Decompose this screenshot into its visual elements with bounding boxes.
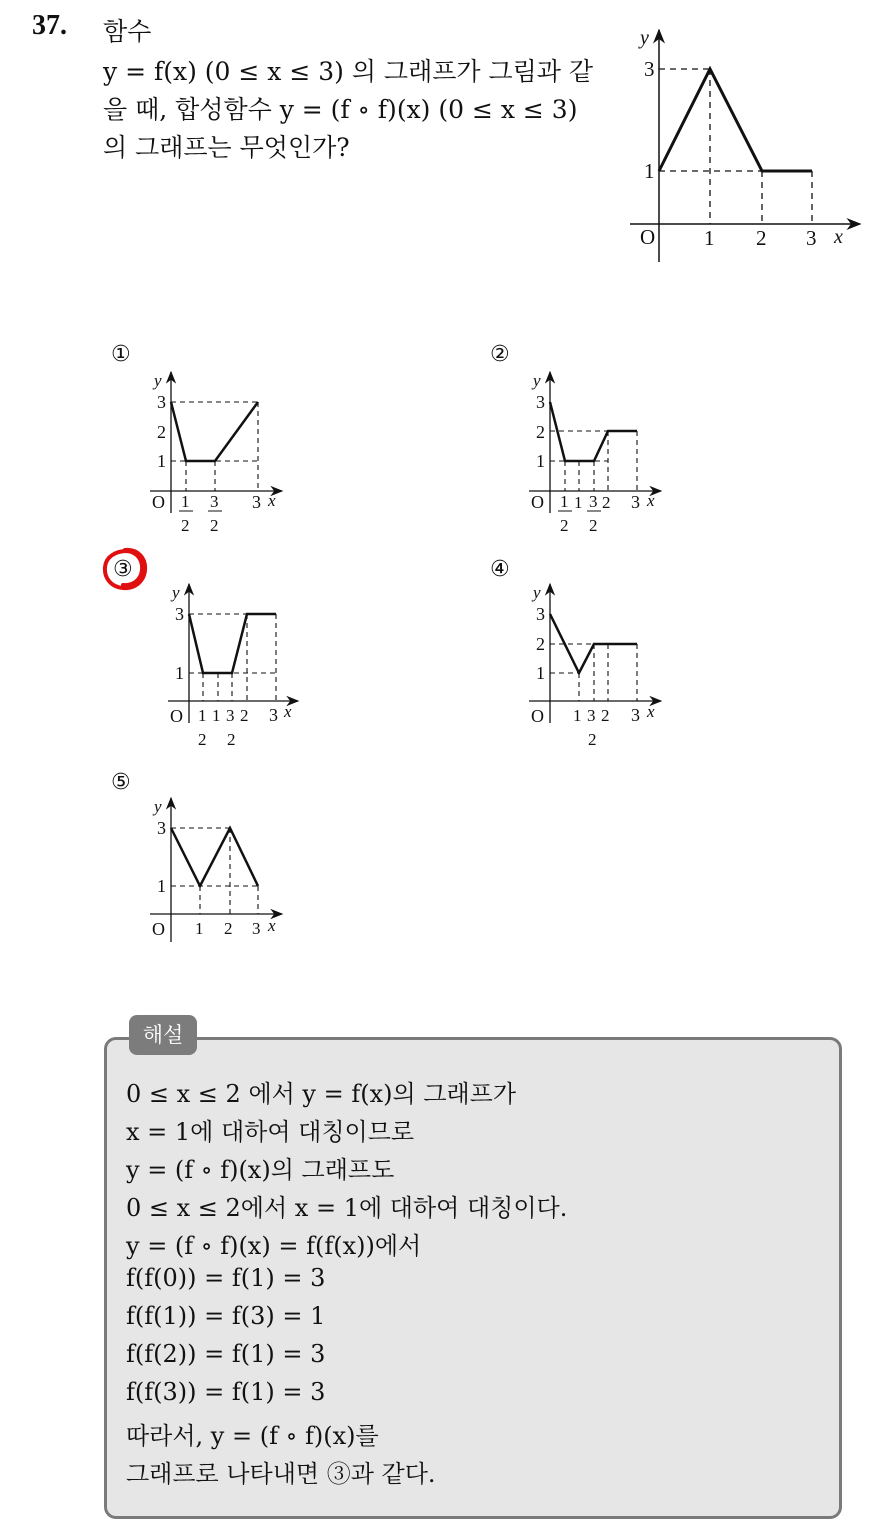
svg-text:x: x	[647, 702, 655, 721]
svg-text:y: y	[533, 371, 541, 390]
svg-text:2: 2	[198, 730, 207, 749]
svg-text:y: y	[533, 583, 541, 602]
svg-text:1: 1	[195, 919, 204, 938]
choice-1-number[interactable]: ①	[111, 342, 131, 367]
svg-text:2: 2	[589, 516, 598, 535]
svg-text:3: 3	[589, 492, 598, 511]
question-line-3: 을 때, 합성함수 y = (f ∘ f)(x) (0 ≤ x ≤ 3)	[103, 95, 578, 124]
svg-text:1: 1	[181, 492, 190, 511]
svg-text:3: 3	[252, 919, 261, 938]
svg-text:3: 3	[252, 492, 261, 512]
svg-text:2: 2	[560, 516, 569, 535]
choice-4-number[interactable]: ④	[490, 557, 510, 582]
x-tick: 2	[756, 226, 767, 250]
svg-text:3: 3	[631, 705, 640, 725]
svg-text:O: O	[531, 492, 544, 512]
svg-text:1: 1	[536, 451, 545, 471]
svg-text:2: 2	[601, 706, 610, 725]
solution-line: 따라서, y = (f ∘ f)(x)를	[126, 1422, 379, 1450]
solution-tag: 해설	[129, 1015, 197, 1055]
svg-text:3: 3	[175, 604, 184, 624]
choice-2-graph[interactable]	[527, 368, 667, 538]
svg-text:3: 3	[536, 604, 545, 624]
choice-5-number[interactable]: ⑤	[111, 770, 131, 795]
main-function-graph	[622, 22, 866, 268]
svg-text:2: 2	[210, 516, 219, 535]
solution-line: f(f(1)) = f(3) = 1	[126, 1302, 326, 1330]
x-axis-label: x	[834, 226, 843, 248]
question-line-1: 함수	[103, 17, 152, 46]
svg-text:1: 1	[536, 663, 545, 683]
svg-text:3: 3	[210, 492, 219, 511]
y-tick: 1	[644, 159, 655, 183]
svg-text:O: O	[152, 919, 165, 939]
svg-text:1: 1	[212, 706, 221, 725]
svg-text:O: O	[531, 706, 544, 726]
y-axis-label: y	[640, 27, 649, 49]
svg-text:x: x	[268, 491, 276, 510]
svg-text:3: 3	[536, 392, 545, 412]
svg-text:2: 2	[602, 493, 611, 512]
svg-text:1: 1	[175, 663, 184, 683]
solution-line: f(f(0)) = f(1) = 3	[126, 1264, 326, 1292]
x-tick: 1	[704, 226, 715, 250]
solution-line: 그래프로 나타내면 ③과 같다.	[126, 1460, 436, 1488]
y-tick: 3	[644, 57, 655, 81]
svg-text:x: x	[284, 702, 292, 721]
origin-label: O	[640, 225, 656, 249]
solution-line: y = (f ∘ f)(x) = f(f(x))에서	[126, 1232, 422, 1260]
solution-line: 0 ≤ x ≤ 2에서 x = 1에 대하여 대칭이다.	[126, 1194, 568, 1222]
svg-text:1: 1	[198, 706, 207, 725]
svg-text:3: 3	[269, 705, 278, 725]
choice-4-graph[interactable]	[527, 580, 667, 755]
solution-line: f(f(2)) = f(1) = 3	[126, 1340, 326, 1368]
solution-line: 0 ≤ x ≤ 2 에서 y = f(x)의 그래프가	[126, 1080, 517, 1108]
x-tick: 3	[806, 226, 817, 250]
choice-2-number[interactable]: ②	[490, 342, 510, 367]
svg-text:x: x	[268, 916, 276, 935]
solution-line: x = 1에 대하여 대칭이므로	[126, 1118, 415, 1146]
svg-text:1: 1	[157, 876, 166, 896]
svg-text:3: 3	[157, 818, 166, 838]
svg-text:3: 3	[157, 392, 166, 412]
choice-1-graph[interactable]	[148, 368, 288, 538]
question-number: 37.	[32, 10, 67, 41]
svg-text:2: 2	[536, 634, 545, 654]
svg-text:1: 1	[560, 492, 569, 511]
question-line-2: y = f(x) (0 ≤ x ≤ 3) 의 그래프가 그림과 같	[103, 57, 594, 86]
svg-text:y: y	[154, 797, 162, 816]
svg-text:O: O	[152, 492, 165, 512]
svg-text:1: 1	[574, 493, 583, 512]
svg-text:2: 2	[227, 730, 236, 749]
svg-text:2: 2	[240, 706, 249, 725]
svg-text:x: x	[647, 491, 655, 510]
svg-text:y: y	[154, 371, 162, 390]
solution-line: f(f(3)) = f(1) = 3	[126, 1378, 326, 1406]
choice-3-graph[interactable]	[140, 580, 300, 755]
choice-3-number[interactable]: ③	[113, 557, 133, 582]
svg-text:3: 3	[631, 492, 640, 512]
svg-text:2: 2	[536, 422, 545, 442]
svg-text:O: O	[170, 706, 183, 726]
choice-5-graph[interactable]	[148, 794, 288, 949]
svg-text:1: 1	[573, 706, 582, 725]
svg-text:y: y	[172, 583, 180, 602]
svg-text:2: 2	[224, 919, 233, 938]
svg-text:3: 3	[587, 706, 596, 725]
svg-text:2: 2	[588, 730, 597, 749]
svg-text:3: 3	[226, 706, 235, 725]
question-line-4: 의 그래프는 무엇인가?	[103, 133, 350, 162]
svg-text:2: 2	[181, 516, 190, 535]
solution-line: y = (f ∘ f)(x)의 그래프도	[126, 1156, 395, 1184]
svg-text:2: 2	[157, 422, 166, 442]
svg-text:1: 1	[157, 451, 166, 471]
